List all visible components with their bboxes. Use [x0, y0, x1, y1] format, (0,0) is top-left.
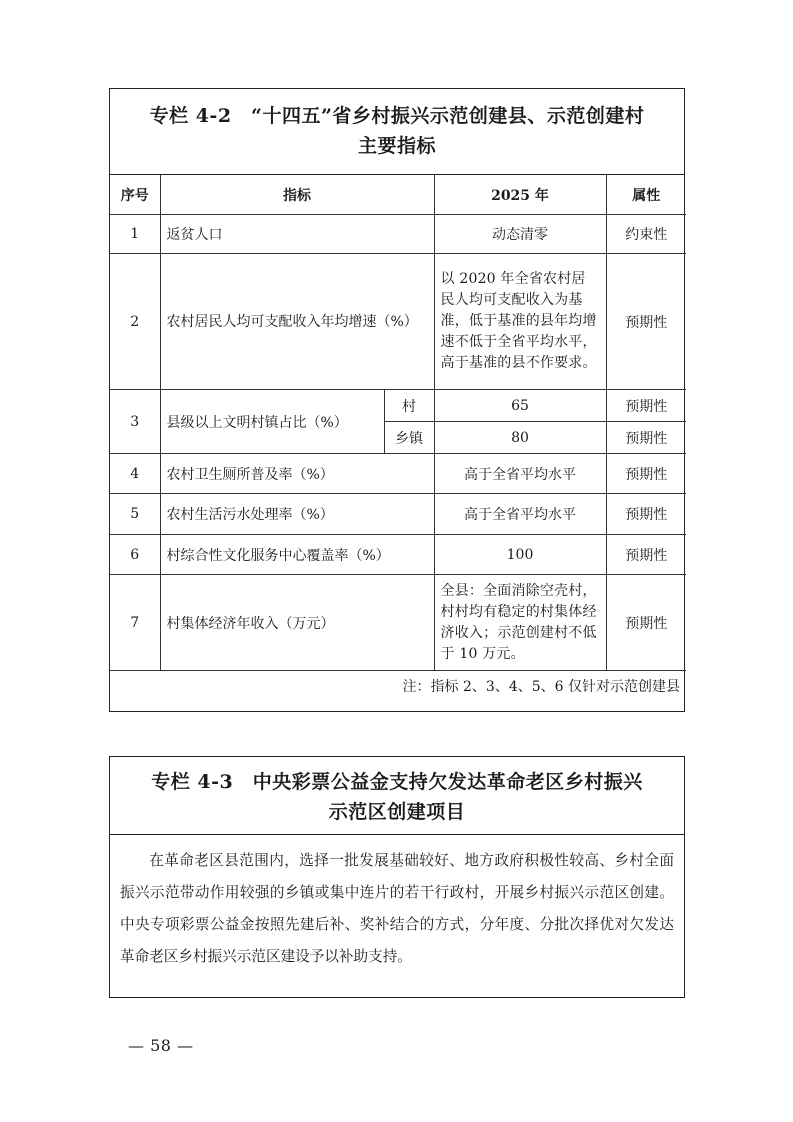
row-attr: 预期性 [606, 535, 686, 575]
row-indicator: 县级以上文明村镇占比（%） [160, 390, 384, 454]
row-attr: 预期性 [606, 390, 686, 422]
project-body-text: 在革命老区县范围内，选择一批发展基础较好、地方政府积极性较高、乡村全面振兴示范带动作用较强的乡镇或集中连片的若干行政村，开展乡村振兴示范区创建。中央专项彩票公益金按照先建后补、奖补结合的方式，分年度、分批次择优对欠发达革命老区乡村振兴示范区建设予以补助支持。 [120, 852, 674, 965]
row-num: 1 [110, 215, 160, 254]
table-row [110, 254, 686, 390]
row-value: 高于全省平均水平 [434, 454, 606, 494]
row-indicator: 农村生活污水处理率（%） [160, 494, 434, 535]
table-row [110, 494, 686, 535]
row-attr: 预期性 [606, 422, 686, 454]
row-value: 65 [434, 390, 606, 422]
row-num: 5 [110, 494, 160, 535]
table-header-row [110, 175, 686, 215]
row-sub-label: 乡镇 [384, 422, 434, 454]
header-num: 序号 [110, 175, 160, 215]
row-value: 动态清零 [434, 215, 606, 254]
table-row [110, 535, 686, 575]
row-indicator: 农村卫生厕所普及率（%） [160, 454, 434, 494]
row-num: 3 [110, 390, 160, 454]
project-box [109, 756, 685, 998]
indicator-box [109, 88, 685, 712]
row-num: 7 [110, 575, 160, 671]
table-row [110, 454, 686, 494]
row-attr: 预期性 [606, 254, 686, 390]
indicator-box-title [110, 89, 684, 175]
row-value: 以 2020 年全省农村居民人均可支配收入为基准，低于基准的县年均增速不低于全省平均水平，高于基准的县不作要求。 [434, 254, 606, 390]
row-indicator: 返贫人口 [160, 215, 434, 254]
row-value: 高于全省平均水平 [434, 494, 606, 535]
title-line-1: 专栏 4-2 “十四五”省乡村振兴示范创建县、示范创建村 [149, 105, 645, 127]
title-line-2: 主要指标 [357, 135, 436, 157]
row-value: 100 [434, 535, 606, 575]
header-attr: 属性 [606, 175, 686, 215]
row-indicator: 农村居民人均可支配收入年均增速（%） [160, 254, 434, 390]
row-num: 6 [110, 535, 160, 575]
row-sub-label: 村 [384, 390, 434, 422]
indicator-table [110, 175, 686, 701]
header-year: 2025 年 [434, 175, 606, 215]
page-number: — 58 — [128, 1036, 194, 1055]
row-value: 全县：全面消除空壳村，村村均有稳定的村集体经济收入；示范创建村不低于 10 万元。 [434, 575, 606, 671]
row-indicator: 村集体经济年收入（万元） [160, 575, 434, 671]
table-row [110, 575, 686, 671]
header-indicator: 指标 [160, 175, 434, 215]
title-line-2: 示范区创建项目 [328, 801, 466, 823]
table-row [110, 215, 686, 254]
title-line-1: 专栏 4-3 中央彩票公益金支持欠发达革命老区乡村振兴 [151, 771, 643, 793]
row-attr: 约束性 [606, 215, 686, 254]
row-num: 4 [110, 454, 160, 494]
row-value: 80 [434, 422, 606, 454]
note-row [110, 671, 686, 702]
row-attr: 预期性 [606, 454, 686, 494]
project-box-title [110, 757, 684, 835]
table-row [110, 390, 686, 422]
row-attr: 预期性 [606, 494, 686, 535]
row-indicator: 村综合性文化服务中心覆盖率（%） [160, 535, 434, 575]
row-attr: 预期性 [606, 575, 686, 671]
table-note: 注：指标 2、3、4、5、6 仅针对示范创建县 [110, 671, 686, 702]
row-num: 2 [110, 254, 160, 390]
